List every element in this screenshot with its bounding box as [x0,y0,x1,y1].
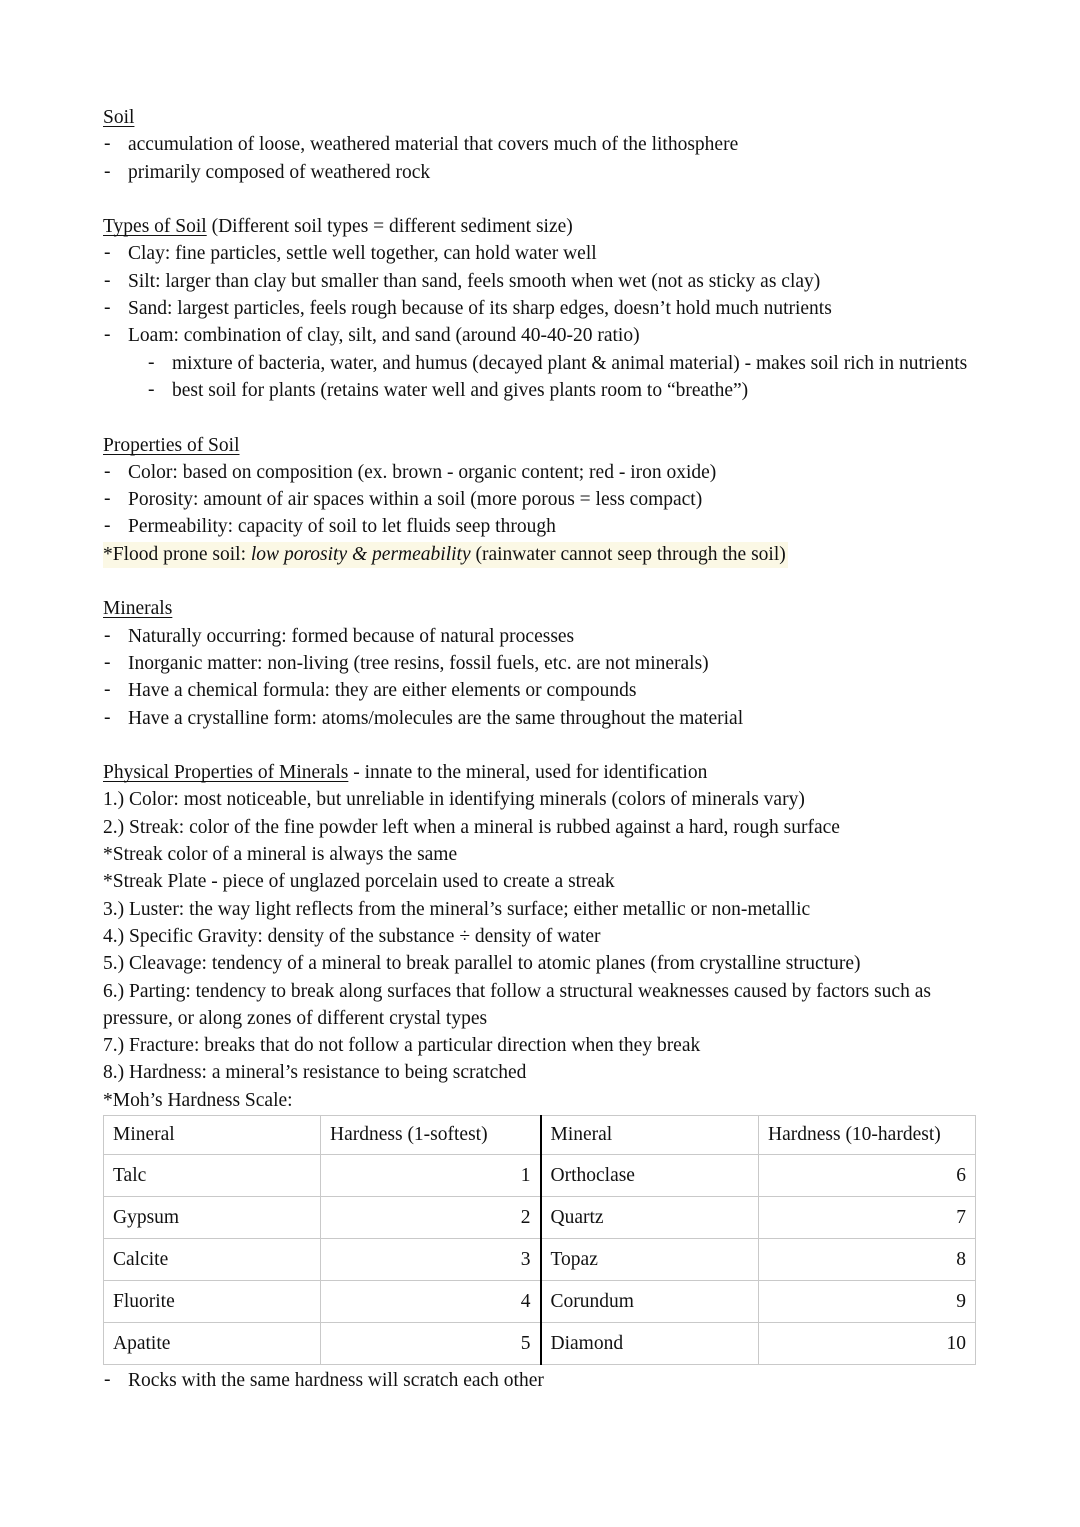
bullet-item [103,513,975,540]
mineral-name-cell: Topaz [541,1238,759,1280]
bullet-item [103,131,975,158]
table-row [104,1280,976,1322]
bullet-item [103,159,975,186]
hardness-value-cell: 5 [321,1322,541,1364]
bullet-item [103,623,975,650]
section-properties-of-soil [103,432,975,568]
bullet-dash: - [104,297,111,319]
flood-prone-note [103,541,975,568]
note-italic: low porosity & permeability [250,543,471,565]
bullet-item [103,705,975,732]
numbered-line: 3.) Luster: the way light reflects from the mineral’s surface; either metallic or non-metallic [103,898,811,920]
table-header-row [104,1115,976,1154]
hardness-value-cell: 6 [759,1154,976,1196]
bullet-dash: - [104,269,111,291]
col-header-hardness-softest: Hardness (1-softest) [321,1115,541,1154]
highlighted-text [103,542,788,568]
bullet-dash: - [104,242,111,264]
mineral-name-cell: Quartz [541,1196,759,1238]
mineral-name-cell: Talc [104,1154,321,1196]
section-title-text: Types of Soil [103,216,207,238]
bullet-item [103,268,975,295]
bullet-dash: - [104,679,111,701]
bullet-text: Rocks with the same hardness will scratch each other [128,1369,544,1391]
section-title-text: Soil [103,107,135,128]
section-types-of-soil [103,213,975,404]
bullet-item [103,459,975,486]
hardness-value-cell: 4 [321,1280,541,1322]
bullet-dash: - [104,324,111,346]
section-minerals [103,595,975,731]
col-header-mineral-left: Mineral [104,1115,321,1154]
hardness-value-cell: 10 [759,1322,976,1364]
bullet-dash: - [148,378,155,400]
bullet-dash: - [104,624,111,646]
star-note-line: *Streak Plate - piece of unglazed porcelain used to create a streak [103,871,615,893]
numbered-line: 8.) Hardness: a mineral’s resistance to being scratched [103,1062,527,1084]
numbered-line: 2.) Streak: color of the fine powder left when a mineral is rubbed against a hard, rough surface [103,816,840,838]
table-row [104,1196,976,1238]
closing-bullet-item [103,1367,975,1394]
section-title-text: Properties of Soil [103,434,240,456]
bullet-dash: - [104,651,111,673]
bullet-dash: - [104,133,111,155]
bullet-text: Porosity: amount of air spaces within a soil (more porous = less compact) [128,489,703,511]
bullet-item [103,295,975,322]
section-title-properties-of-soil [103,432,975,459]
bullet-item [103,486,975,513]
bullet-text: mixture of bacteria, water, and humus (decayed plant & animal material) - makes soil rich in nutrients [172,352,968,374]
bullet-item [103,650,975,677]
bullet-dash: - [104,1368,111,1390]
numbered-line: 4.) Specific Gravity: density of the substance ÷ density of water [103,925,601,947]
hardness-value-cell: 8 [759,1238,976,1280]
hardness-value-cell: 1 [321,1154,541,1196]
bullet-text: Naturally occurring: formed because of natural processes [128,625,575,647]
section-title-note: - innate to the mineral, used for identification [348,762,708,784]
mineral-name-cell: Orthoclase [541,1154,759,1196]
section-soil [103,104,975,186]
bullet-text: Color: based on composition (ex. brown - organic content; red - iron oxide) [128,461,717,483]
star-note-line: *Streak color of a mineral is always the same [103,844,458,866]
bullet-text: Loam: combination of clay, silt, and sand (around 40-40-20 ratio) [128,325,640,347]
bullet-dash: - [104,488,111,510]
numbered-line: 7.) Fracture: breaks that do not follow a particular direction when they break [103,1035,701,1057]
table-row [104,1238,976,1280]
bullet-text: Have a crystalline form: atoms/molecules are the same throughout the material [128,707,744,729]
mineral-name-cell: Diamond [541,1322,759,1364]
col-header-mineral-right: Mineral [541,1115,759,1154]
mohs-hardness-table [103,1115,976,1365]
hardness-value-cell: 7 [759,1196,976,1238]
mineral-name-cell: Gypsum [104,1196,321,1238]
section-physical-properties [103,759,975,1394]
hardness-value-cell: 3 [321,1238,541,1280]
section-title-text: Minerals [103,598,173,620]
hardness-value-cell: 2 [321,1196,541,1238]
bullet-text: Have a chemical formula: they are either elements or compounds [128,680,637,702]
section-title-minerals [103,595,975,622]
section-title-soil [103,104,975,131]
bullet-dash: - [104,460,111,482]
bullet-dash: - [104,515,111,537]
bullet-text: Inorganic matter: non-living (tree resins, fossil fuels, etc. are not minerals) [128,652,709,674]
mineral-name-cell: Corundum [541,1280,759,1322]
numbered-line: 1.) Color: most noticeable, but unreliable in identifying minerals (colors of minerals vary) [103,789,805,811]
section-title-types-of-soil [103,213,975,240]
numbered-line: 6.) Parting: tendency to break along surfaces that follow a structural weaknesses caused by factors such as pressure, or along zones of different crystal types [103,980,931,1029]
bullet-text: primarily composed of weathered rock [128,161,431,183]
mineral-name-cell: Fluorite [104,1280,321,1322]
bullet-dash: - [104,160,111,182]
note-suffix: (rainwater cannot seep through the soil) [470,543,786,565]
mineral-name-cell: Apatite [104,1322,321,1364]
hardness-value-cell: 9 [759,1280,976,1322]
bullet-dash: - [148,351,155,373]
bullet-item [103,240,975,267]
table-row [104,1322,976,1364]
bullet-item [103,322,975,349]
mineral-name-cell: Calcite [104,1238,321,1280]
section-title-text: Physical Properties of Minerals [103,762,349,784]
section-title-physical-properties [103,759,975,786]
bullet-dash: - [104,706,111,728]
bullet-text: best soil for plants (retains water well and gives plants room to “breathe”) [172,379,749,401]
bullet-text: Silt: larger than clay but smaller than sand, feels smooth when wet (not as sticky as clay) [128,270,821,292]
note-prefix: *Flood prone soil: [103,543,251,565]
bullet-text: Permeability: capacity of soil to let fluids seep through [128,516,556,538]
col-header-hardness-hardest: Hardness (10-hardest) [759,1115,976,1154]
bullet-text: Clay: fine particles, settle well together, can hold water well [128,243,597,265]
section-title-note: (Different soil types = different sediment size) [206,216,573,238]
star-note-line: *Moh’s Hardness Scale: [103,1089,293,1111]
bullet-text: accumulation of loose, weathered material that covers much of the lithosphere [128,134,739,156]
numbered-line: 5.) Cleavage: tendency of a mineral to break parallel to atomic planes (from crystalline structure) [103,953,861,975]
sub-bullet-item [103,377,975,404]
table-row [104,1154,976,1196]
bullet-text: Sand: largest particles, feels rough because of its sharp edges, doesn’t hold much nutrients [128,298,832,320]
bullet-item [103,677,975,704]
sub-bullet-item [103,350,975,377]
